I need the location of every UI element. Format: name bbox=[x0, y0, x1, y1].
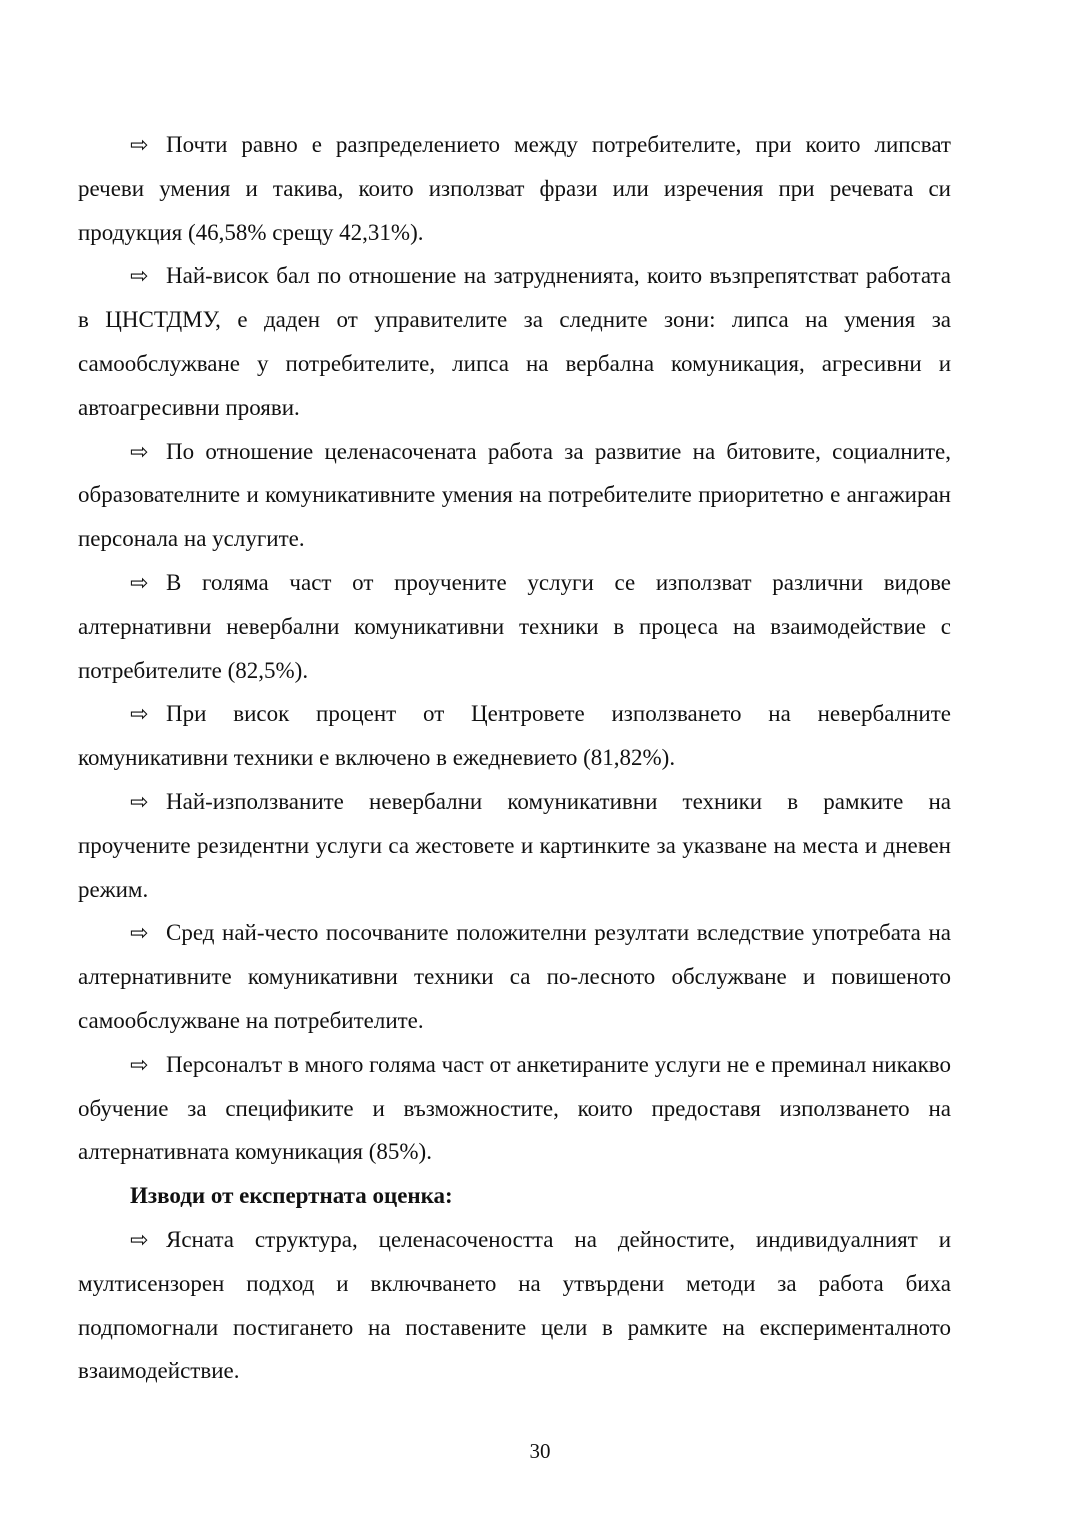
paragraph-text: Почти равно е разпределението между потребителите, при които липсват речеви умения и такива, които използват фрази или изречения при речевата си продукция (46,58% срещу 42,31%). bbox=[78, 132, 951, 245]
bullet-paragraph bbox=[78, 430, 951, 561]
bullet-paragraph bbox=[78, 911, 951, 1042]
bullet-paragraph bbox=[78, 123, 951, 254]
page-number: 30 bbox=[529, 1439, 551, 1463]
arrow-bullet-icon: ⇨ bbox=[130, 1227, 149, 1253]
paragraph-text: Персоналът в много голяма част от анкетираните услуги не е преминал никакво обучение за спецификите и възможностите, които предоставя използването на алтернативната комуникация (85%). bbox=[78, 1051, 951, 1165]
paragraph-text: Сред най-често посочваните положителни резултати вследствие употребата на алтернативните комуникативни техники са по-лесното обслужване и повишеното самообслужване на потребителите. bbox=[78, 920, 951, 1033]
bullet-paragraph bbox=[78, 1043, 951, 1174]
arrow-bullet-icon: ⇨ bbox=[130, 702, 149, 728]
bullet-paragraph bbox=[78, 780, 951, 911]
arrow-bullet-icon: ⇨ bbox=[130, 789, 149, 815]
section-heading: Изводи от експертната оценка: bbox=[130, 1183, 453, 1209]
arrow-bullet-icon: ⇨ bbox=[130, 133, 149, 158]
bullet-paragraph bbox=[78, 1218, 951, 1393]
paragraph-text: Най-използваните невербални комуникативни техники в рамките на проучените резидентни услуги са жестовете и картинките за указване на места и дневен режим. bbox=[78, 788, 951, 902]
paragraph-text: Ясната структура, целенасочеността на дейностите, индивидуалният и мултисензорен подход и включването на утвърдени методи за работа биха подпомогнали постигането на поставените цели в рамките на експерименталното взаимодействие. bbox=[78, 1226, 951, 1384]
bullet-paragraph bbox=[78, 254, 951, 429]
paragraph-text: По отношение целенасочената работа за развитие на битовите, социалните, образователните и комуникативните умения на потребителите приоритетно е ангажиран персонала на услугите. bbox=[78, 438, 951, 552]
bullet-paragraph bbox=[78, 692, 951, 780]
arrow-bullet-icon: ⇨ bbox=[130, 1052, 149, 1078]
arrow-bullet-icon: ⇨ bbox=[130, 439, 149, 465]
arrow-bullet-icon: ⇨ bbox=[130, 570, 149, 596]
arrow-bullet-icon: ⇨ bbox=[130, 921, 149, 947]
arrow-bullet-icon: ⇨ bbox=[130, 264, 149, 290]
paragraph-text: В голяма част от проучените услуги се използват различни видове алтернативни невербални комуникативни техники в процеса на взаимодействие с потребителите (82,5%). bbox=[78, 569, 951, 683]
bullet-paragraph bbox=[78, 561, 951, 692]
document-body bbox=[78, 123, 951, 1393]
paragraph-text: Най-висок бал по отношение на затрудненията, които възпрепятстват работата в ЦНСТДМУ, е даден от управителите за следните зони: липса на умения за самообслужване у потребителите, липса на вербална комуникация, агресивни и автоагресивни прояви. bbox=[78, 263, 951, 420]
paragraph-text: При висок процент от Центровете използването на невербалните комуникативни техники е включено в ежедневието (81,82%). bbox=[78, 701, 951, 771]
